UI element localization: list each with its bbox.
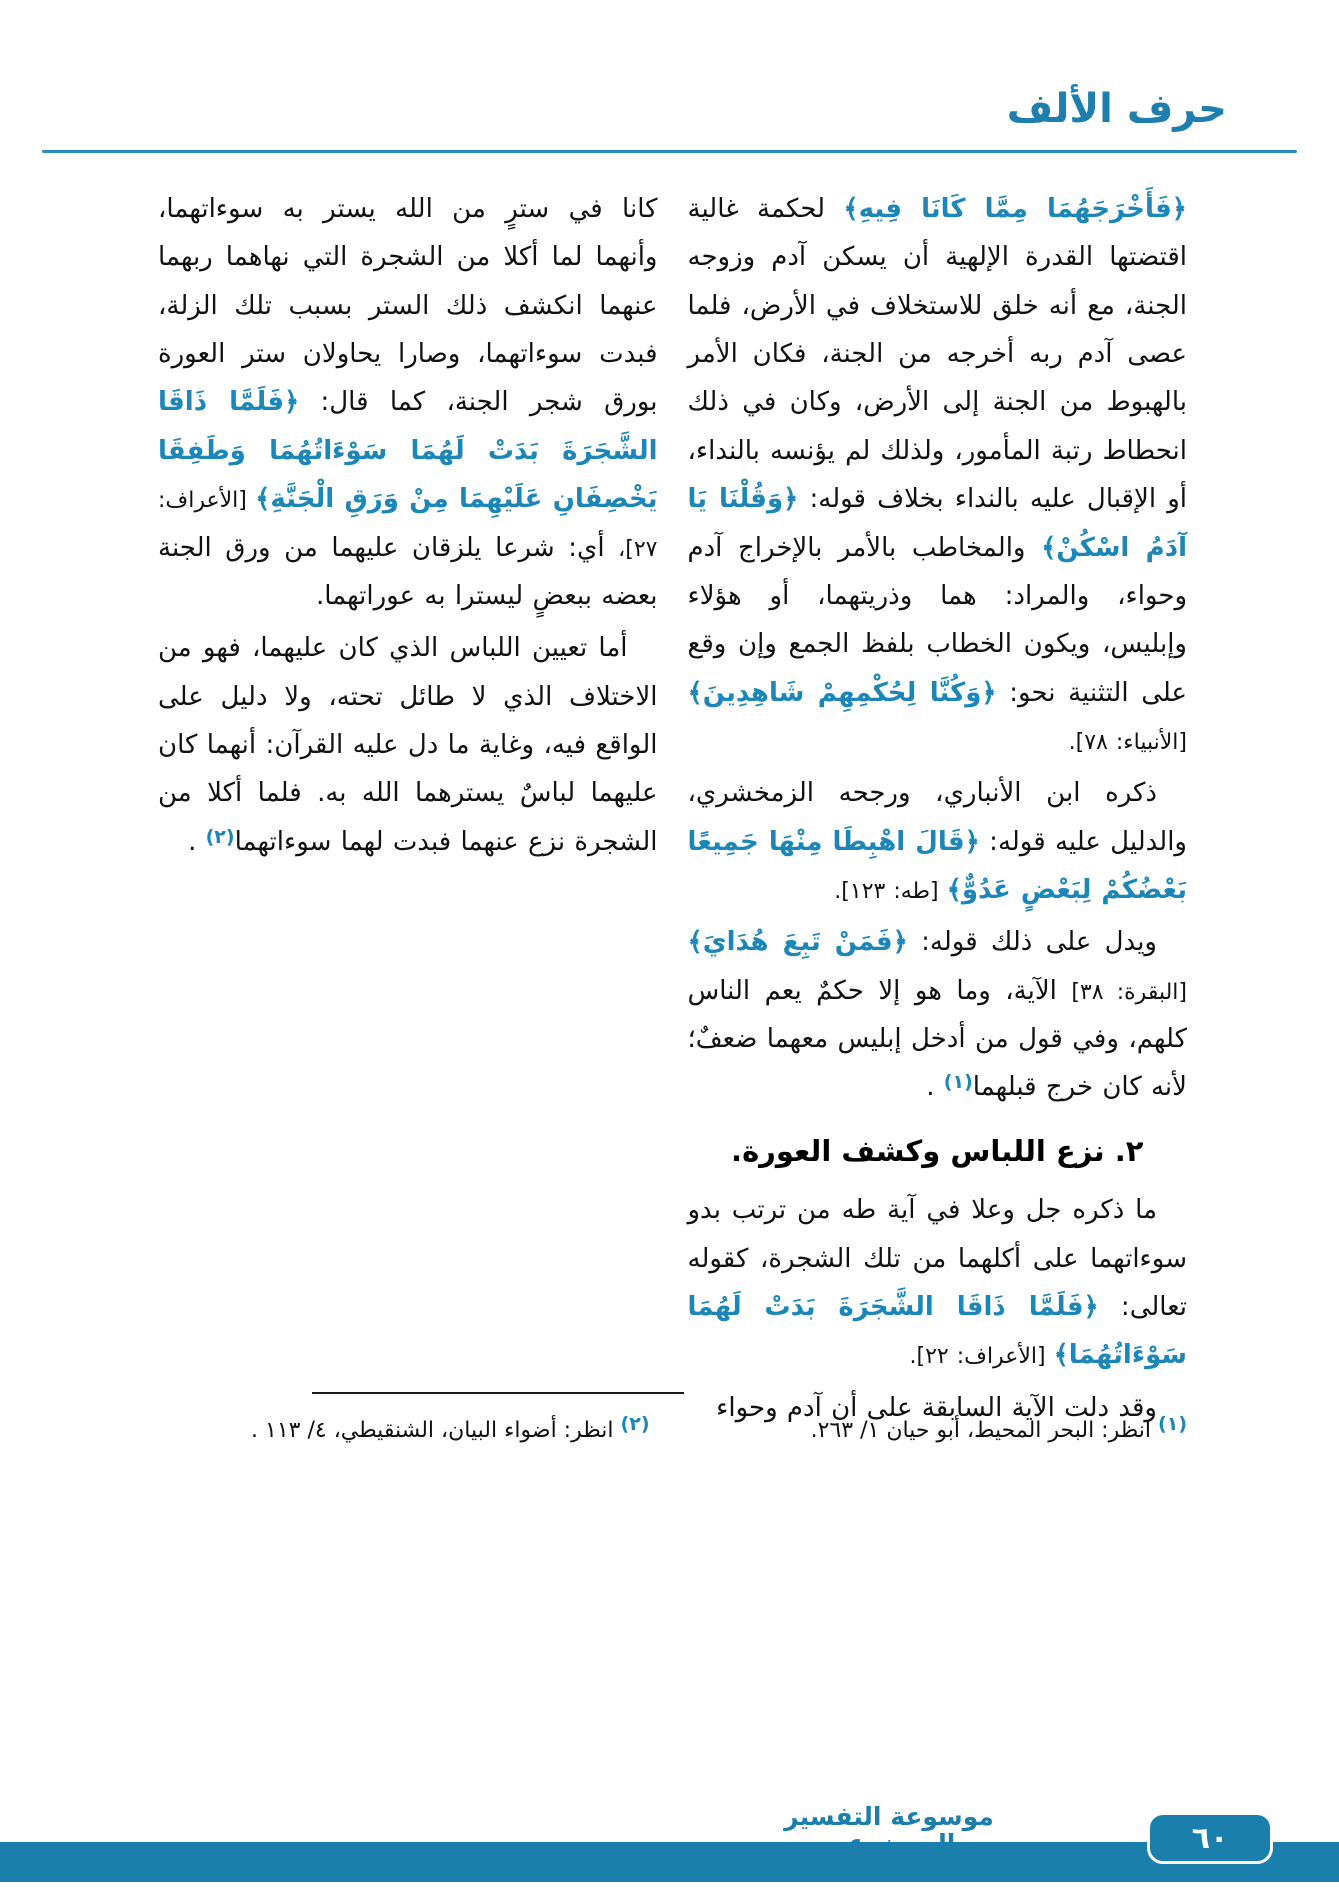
body-text: ويدل على ذلك قوله: (907, 927, 1157, 958)
body-text: الآية، وما هو إلا حكمٌ يعم الناس كلهم، وفي قول من أدخل إبليس معهما ضعفٌ؛ لأنه كان خرج قبلهما (687, 975, 1187, 1103)
footnote-marker: (١) (1158, 1413, 1187, 1435)
verse-reference: [الأعراف: ٢٢]. (909, 1344, 1054, 1370)
quran-quote: ﴿فَلَمَّا ذَاقَا الشَّجَرَةَ بَدَتْ لَهُمَا سَوْءَاتُهُمَا﴾ (687, 1291, 1187, 1371)
verse-reference: [طه: ١٢٣]. (834, 879, 947, 905)
paragraph (158, 624, 658, 866)
verse-reference: [الأنبياء: ٧٨]. (1068, 729, 1187, 755)
brand-subtitle: للقرآن الكريم (838, 1858, 940, 1877)
body-text: أي: شرعا يلزقان عليهما من ورق الجنة بعضه ببعضٍ ليسترا به عوراتهما. (158, 532, 658, 611)
verse-reference: [الأعراف: ٢٧]، (158, 488, 658, 562)
brand-title: موسوعة التفسير الموضوعي (784, 1801, 994, 1858)
footnote-separator-line (312, 1392, 684, 1394)
footnote-marker: (١) (943, 1071, 973, 1094)
footnotes-row (158, 1408, 1187, 1449)
page-number-badge (1147, 1812, 1273, 1864)
body-text: أما تعيين اللباس الذي كان عليهما، فهو من الاختلاف الذي لا طائل تحته، ولا دليل على الواقع فيه، وغاية ما دل عليه القرآن: أنهما كان عليهما لباسٌ يسترهما الله به. فلما أكلا من الشجرة نزع عنهما فبدت لهما سوءاتهما (158, 633, 658, 857)
column-left (158, 185, 658, 1436)
body-text: انظر: البحر المحيط، أبو حيان ١/ ٢٦٣. (810, 1418, 1159, 1443)
column-right (688, 185, 1188, 1436)
body-text: والمخاطب بالأمر بالإخراج آدم وحواء، والمراد: هما وذريتهما، أو هؤلاء وإبليس، ويكون الخطاب بلفظ الجمع وإن وقع على التثنية نحو: (687, 532, 1188, 708)
section-heading: ٢. نزع اللباس وكشف العورة. (731, 1133, 1144, 1168)
paragraph (688, 1186, 1188, 1379)
quran-quote: ﴿قَالَ اهْبِطَا مِنْهَا جَمِيعًا بَعْضُكُمْ لِبَعْضٍ عَدُوٌّ﴾ (687, 826, 1187, 906)
footnote-1 (696, 1408, 1188, 1449)
body-text: وقد دلت الآية السابقة على أن آدم وحواء (716, 1392, 1157, 1423)
page-number: ٦٠ (1191, 1820, 1229, 1856)
quran-quote: ﴿فَلَمَّا ذَاقَا الشَّجَرَةَ بَدَتْ لَهُمَا سَوْءَاتُهُمَا وَطَفِقَا يَخْصِفَانِ عَلَيْهِمَا مِنْ وَرَقِ الْجَنَّةِ﴾ (158, 387, 658, 515)
body-text: انظر: أضواء البيان، الشنقيطي، ٤/ ١١٣ . (251, 1418, 621, 1443)
body-text: ما ذكره جل وعلا في آية طه من ترتب بدو سوءاتهما على أكلهما من تلك الشجرة، كقوله تعالى: (687, 1195, 1187, 1322)
quran-quote: ﴿فَأَخْرَجَهُمَا مِمَّا كَانَا فِيهِ﴾ (843, 194, 1187, 224)
page-content (158, 185, 1187, 1436)
body-text: . (188, 826, 206, 857)
header-divider-rule (42, 150, 1297, 153)
paragraph (688, 185, 1188, 765)
chapter-header-title: حرف الألف (1006, 86, 1227, 132)
quran-quote: ﴿فَمَنْ تَبِعَ هُدَايَ﴾ (687, 927, 908, 958)
verse-reference: [البقرة: ٣٨] (1071, 979, 1187, 1005)
paragraph (158, 185, 658, 620)
paragraph (688, 769, 1188, 914)
footnote-marker: (٢) (205, 825, 235, 848)
body-text: ذكره ابن الأنباري، ورجحه الزمخشري، والدليل عليه قوله: (687, 778, 1187, 857)
body-text: . (926, 1072, 944, 1103)
footer-band (0, 1842, 1339, 1882)
publisher-calligraphy-logo (759, 1803, 1019, 1877)
quran-quote: ﴿وَقُلْنَا يَا آدَمُ اسْكُنْ﴾ (687, 484, 1187, 563)
body-text: كانا في سترٍ من الله يستر به سوءاتهما، وأنهما لما أكلا من الشجرة التي نهاهما ربهما عنهما انكشف ذلك الستر بسبب تلك الزلة، فبدت سوءاتهما، وصارا يحاولان ستر العورة بورق شجر الجنة، كما قال: (158, 194, 658, 418)
paragraph (688, 918, 1188, 1111)
footnote-marker: (٢) (620, 1413, 650, 1435)
footnote-2 (158, 1408, 650, 1449)
quran-quote: ﴿وَكُنَّا لِحُكْمِهِمْ شَاهِدِينَ﴾ (687, 677, 997, 708)
body-text: لحكمة غالية اقتضتها القدرة الإلهية أن يسكن آدم وزوجه الجنة، مع أنه خلق للاستخلاف في الأرض، فلما عصى آدم ربه أخرجه من الجنة، فكان الأمر بالهبوط من الجنة إلى الأرض، وكان في ذلك انحطاط رتبة المأمور، ولذلك لم يؤنسه بالنداء، أو الإقبال عليه بالنداء بخلاف قوله: (687, 194, 1187, 515)
